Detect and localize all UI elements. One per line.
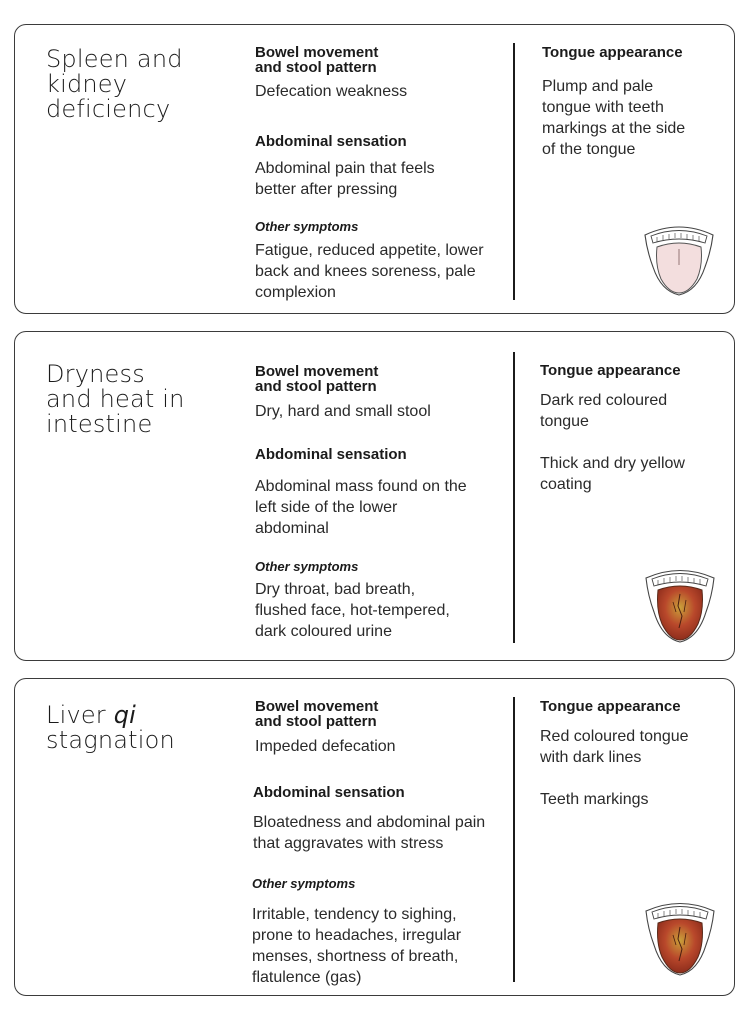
abdominal-text: Bloatedness and abdominal pain that aggravates with stress — [253, 814, 486, 852]
abdominal-heading: Abdominal sensation — [255, 133, 407, 150]
red-tongue-icon — [640, 566, 720, 646]
abdominal-text: Abdominal mass found on the left side of the lower abdominal — [255, 478, 467, 537]
bowel-heading: Bowel movement and stool pattern — [255, 698, 379, 730]
column-divider — [513, 43, 515, 300]
card-dryness-heat-intestine — [14, 331, 735, 661]
card-liver-qi-stagnation — [14, 678, 735, 996]
tongue-heading: Tongue appearance — [540, 698, 681, 715]
card-title — [46, 703, 175, 753]
bowel-heading: Bowel movement and stool pattern — [255, 44, 379, 76]
tongue-heading: Tongue appearance — [542, 44, 683, 61]
card-title: Spleen and kidney deficiency — [46, 45, 183, 123]
card-title: Dryness and heat in intestine — [46, 360, 185, 438]
card-title-qi: qi — [113, 701, 137, 729]
tongue-text: Red coloured tongue with dark lines Teeth markings — [540, 728, 689, 808]
card-spleen-kidney-deficiency — [14, 24, 735, 314]
other-heading: Other symptoms — [252, 876, 356, 891]
bowel-heading: Bowel movement and stool pattern — [255, 363, 379, 395]
pale-tongue-icon — [639, 221, 719, 301]
other-text: Dry throat, bad breath, flushed face, hot-tempered, dark coloured urine — [255, 581, 450, 640]
card-title-part: Liver — [46, 701, 114, 729]
other-text: Irritable, tendency to sighing, prone to headaches, irregular menses, shortness of breath, flatulence (gas) — [252, 906, 462, 986]
red-tongue-icon — [640, 899, 720, 979]
tongue-text: Dark red coloured tongue Thick and dry yellow coating — [540, 392, 685, 493]
tongue-heading: Tongue appearance — [540, 362, 681, 379]
other-heading: Other symptoms — [255, 219, 359, 234]
abdominal-heading: Abdominal sensation — [253, 784, 405, 801]
bowel-text: Defecation weakness — [255, 83, 408, 100]
bowel-text: Dry, hard and small stool — [255, 403, 431, 420]
column-divider — [513, 697, 515, 982]
abdominal-heading: Abdominal sensation — [255, 446, 407, 463]
tongue-text: Plump and pale tongue with teeth markings at the side of the tongue — [542, 78, 686, 158]
abdominal-text: Abdominal pain that feels better after pressing — [255, 160, 435, 198]
other-heading: Other symptoms — [255, 559, 359, 574]
column-divider — [513, 352, 515, 643]
card-title-part: stagnation — [46, 726, 175, 754]
other-text: Fatigue, reduced appetite, lower back and knees soreness, pale complexion — [255, 242, 484, 301]
bowel-text: Impeded defecation — [255, 738, 396, 755]
